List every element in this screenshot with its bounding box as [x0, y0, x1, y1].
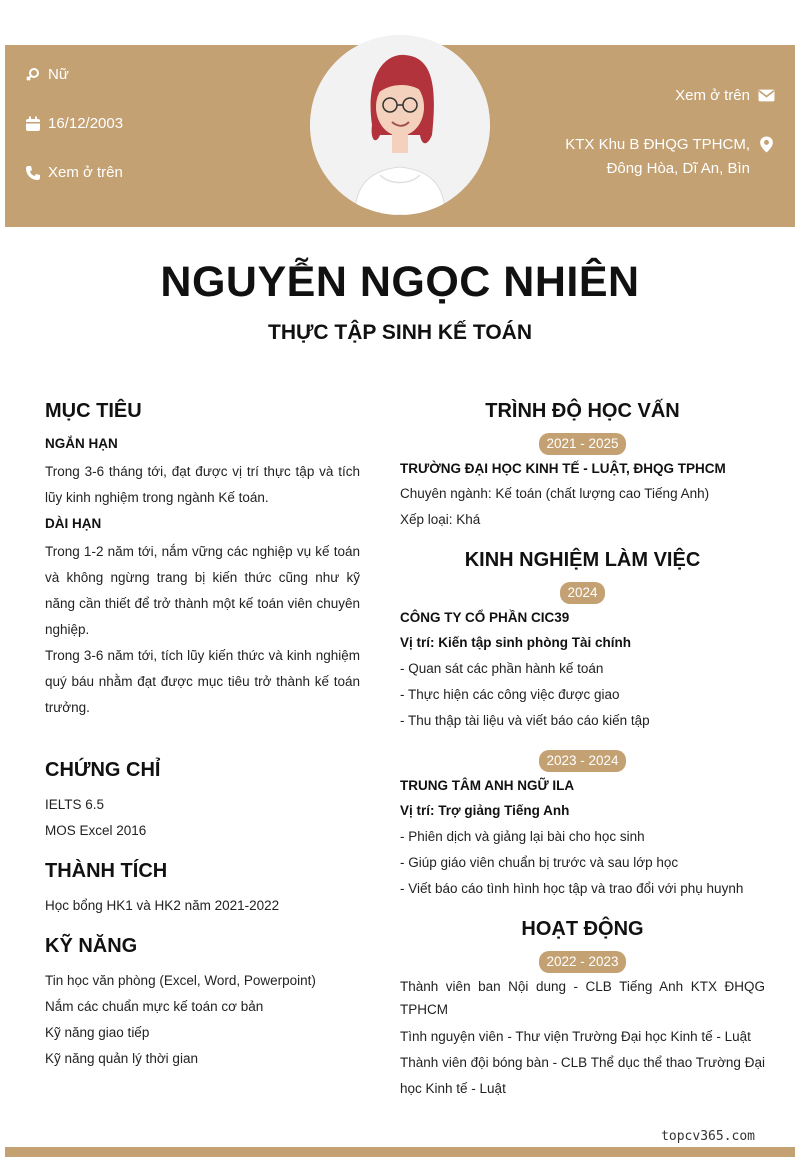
- email-text: Xem ở trên: [675, 87, 750, 104]
- job-position: Vị trí: Kiến tập sinh phòng Tài chính: [400, 635, 631, 650]
- education-title: TRÌNH ĐỘ HỌC VẤN: [485, 400, 680, 422]
- address-row: [565, 133, 775, 181]
- phone-text: Xem ở trên: [48, 164, 123, 181]
- skill-item: Nắm các chuẩn mực kế toán cơ bản: [45, 999, 264, 1014]
- gender-row: [25, 66, 69, 83]
- job-org: CÔNG TY CỔ PHẦN CIC39: [400, 610, 570, 625]
- job-position: Vị trí: Trợ giảng Tiếng Anh: [400, 803, 570, 818]
- job-period-badge: 2024: [560, 582, 604, 604]
- objective-long-text-2: Trong 3-6 năm tới, tích lũy kiến thức và kinh nghiệm quý báu nhằm đạt được mục tiêu trở thành kế toán trưởng.: [45, 648, 360, 715]
- activities-period-badge: 2022 - 2023: [539, 951, 625, 973]
- job-org: TRUNG TÂM ANH NGỮ ILA: [400, 778, 575, 793]
- objective-short-text: Trong 3-6 tháng tới, đạt được vị trí thực tập và tích lũy kinh nghiệm trong ngành Kế toán.: [45, 464, 360, 505]
- certificate-item: IELTS 6.5: [45, 797, 105, 812]
- job-duty: - Phiên dịch và giảng lại bài cho học sinh: [400, 829, 645, 844]
- right-column: [400, 400, 765, 1102]
- job-duty: - Viết báo cáo tình hình học tập và trao đổi với phụ huynh: [400, 881, 744, 896]
- address-line-2: Đông Hòa, Dĩ An, Bìn: [606, 160, 750, 177]
- email-row: [675, 84, 775, 108]
- address-line-1: KTX Khu B ĐHQG TPHCM,: [565, 136, 750, 153]
- certificates-title: CHỨNG CHỈ: [45, 759, 161, 781]
- candidate-role: THỰC TẬP SINH KẾ TOÁN: [268, 321, 532, 344]
- envelope-icon: [758, 87, 775, 104]
- certificate-item: MOS Excel 2016: [45, 823, 147, 838]
- education-grade: Xếp loại: Khá: [400, 512, 481, 527]
- activity-item: Tình nguyện viên - Thư viện Trường Đại học Kinh tế - Luật: [400, 1029, 751, 1044]
- gender-icon: [25, 67, 41, 83]
- candidate-name: NGUYỄN NGỌC NHIÊN: [160, 258, 640, 306]
- education-period-badge: 2021 - 2025: [539, 433, 625, 455]
- location-pin-icon: [758, 136, 775, 153]
- objective-long-label: DÀI HẠN: [45, 516, 102, 531]
- objective-title: MỤC TIÊU: [45, 400, 142, 422]
- job-duty: - Quan sát các phần hành kế toán: [400, 661, 604, 676]
- gender-text: Nữ: [48, 66, 69, 83]
- avatar: [310, 35, 490, 215]
- objective-long-text-1: Trong 1-2 năm tới, nắm vững các nghiệp vụ kế toán và không ngừng trang bị kiến thức cũng như kỹ năng cần thiết để trở thành một kế toán viên chuyên nghiệp.: [45, 544, 360, 637]
- job-duty: - Giúp giáo viên chuẩn bị trước và sau lớp học: [400, 855, 679, 870]
- phone-row: [25, 164, 123, 181]
- phone-icon: [25, 165, 41, 181]
- education-major: Chuyên ngành: Kế toán (chất lượng cao Tiếng Anh): [400, 486, 710, 501]
- skills-title: KỸ NĂNG: [45, 935, 138, 957]
- achievement-item: Học bổng HK1 và HK2 năm 2021-2022: [45, 898, 280, 913]
- skill-item: Kỹ năng giao tiếp: [45, 1025, 150, 1040]
- watermark: topcv365.com: [661, 1129, 755, 1144]
- experience-title: KINH NGHIỆM LÀM VIỆC: [464, 549, 701, 571]
- achievements-title: THÀNH TÍCH: [45, 860, 168, 882]
- footer-band: [5, 1147, 795, 1157]
- education-school: TRƯỜNG ĐẠI HỌC KINH TẾ - LUẬT, ĐHQG TPHCM: [400, 461, 726, 476]
- calendar-icon: [25, 116, 41, 132]
- avatar-photo: [310, 35, 490, 215]
- skill-item: Tin học văn phòng (Excel, Word, Powerpoint): [45, 973, 316, 988]
- birthday-text: 16/12/2003: [48, 115, 124, 132]
- objective-short-label: NGẮN HẠN: [45, 436, 118, 451]
- birthday-row: [25, 115, 123, 132]
- activity-item: Thành viên đội bóng bàn - CLB Thể dục thể thao Trường Đại học Kinh tế - Luật: [400, 1055, 765, 1096]
- activities-title: HOẠT ĐỘNG: [521, 918, 644, 940]
- job-duty: - Thực hiện các công việc được giao: [400, 687, 620, 702]
- left-column: [45, 400, 360, 1072]
- job-duty: - Thu thập tài liệu và viết báo cáo kiến tập: [400, 713, 650, 728]
- skill-item: Kỹ năng quản lý thời gian: [45, 1051, 198, 1066]
- activity-item: Thành viên ban Nội dung - CLB Tiếng Anh KTX ĐHQG TPHCM: [400, 979, 765, 1017]
- job-period-badge: 2023 - 2024: [539, 750, 625, 772]
